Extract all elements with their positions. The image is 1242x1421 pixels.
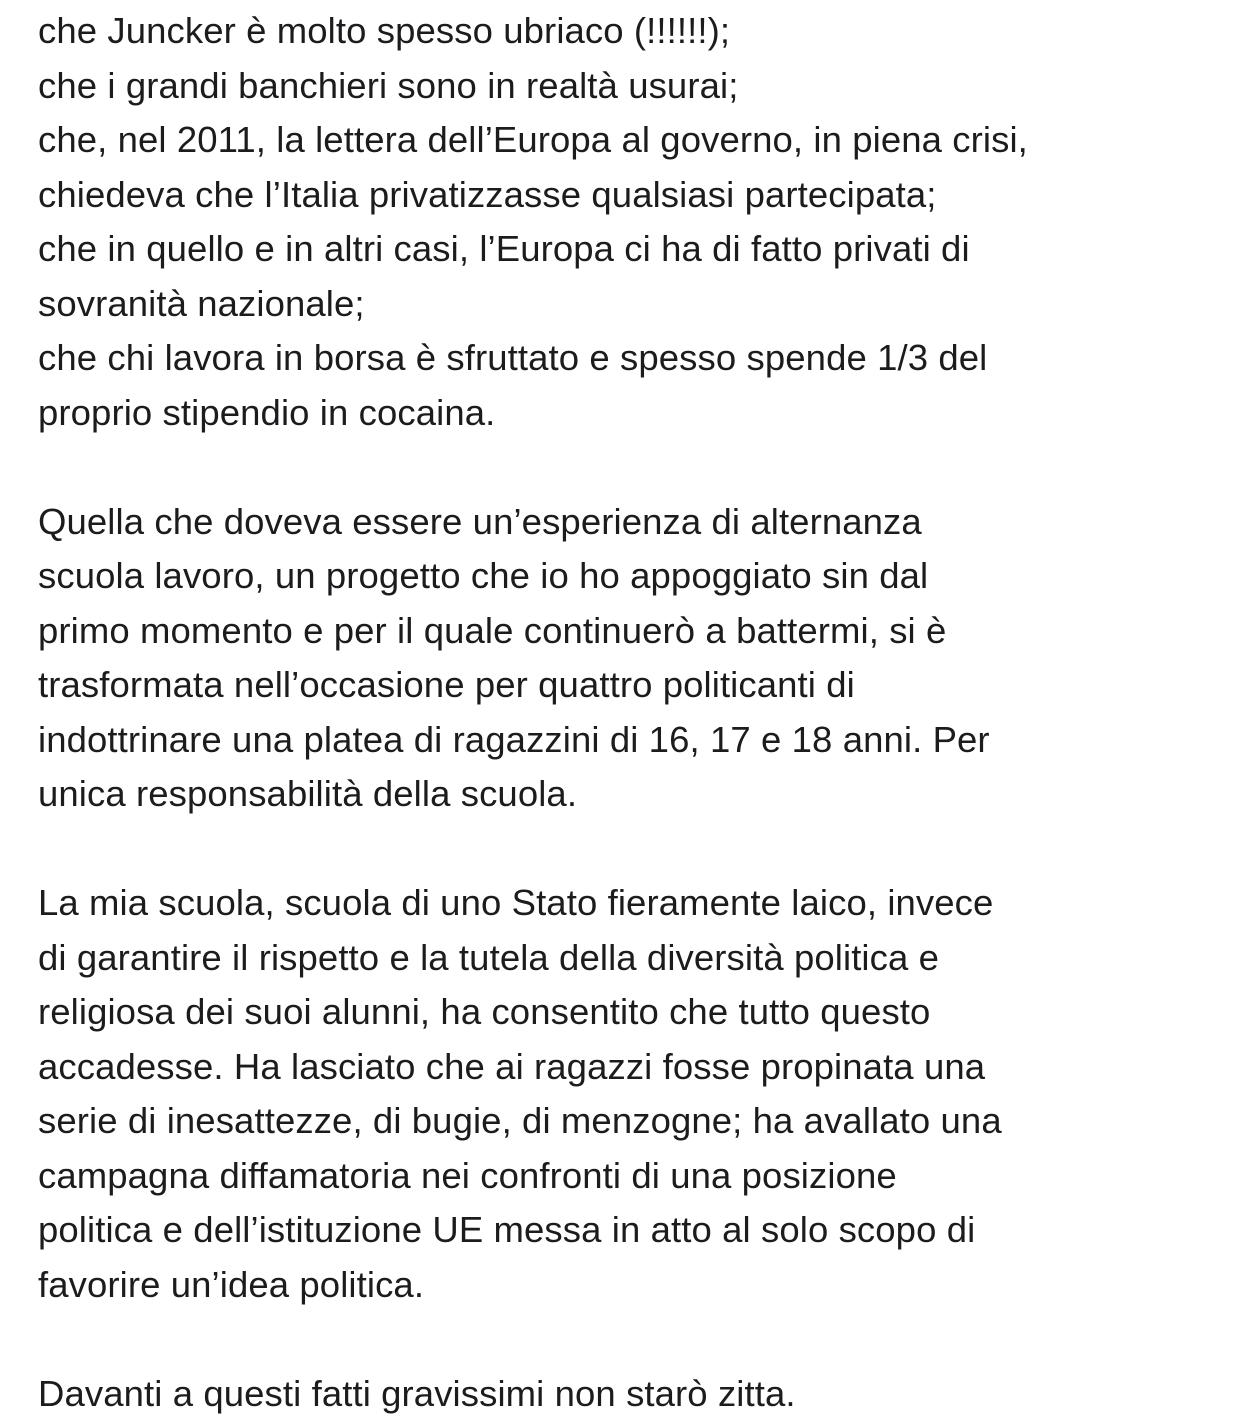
text-line: primo momento e per il quale continuerò a battermi, si è: [38, 609, 947, 651]
post-body-text: [38, 4, 1228, 1421]
paragraph-closing: [38, 1367, 1228, 1421]
text-line: che in quello e in altri casi, l’Europa ci ha di fatto privati di: [38, 228, 970, 269]
paragraph-school: [38, 876, 1228, 1312]
text-line: indottrinare una platea di ragazzini di 16, 17 e 18 anni. Per: [38, 718, 990, 760]
paragraph-spacer: [38, 822, 1228, 877]
text-line: favorire un’idea politica.: [38, 1263, 425, 1305]
text-line: politica e dell’istituzione UE messa in atto al solo scopo di: [38, 1209, 976, 1250]
text-line: che Juncker è molto spesso ubriaco (!!!!!!);: [38, 10, 731, 51]
text-line: proprio stipendio in cocaina.: [38, 391, 496, 433]
text-line: La mia scuola, scuola di uno Stato fieramente laico, invece: [38, 882, 994, 923]
text-line: che chi lavora in borsa è sfruttato e spesso spende 1/3 del: [38, 337, 988, 378]
paragraph-spacer: [38, 1312, 1228, 1367]
text-line: accadesse. Ha lasciato che ai ragazzi fosse propinata una: [38, 1045, 986, 1087]
text-line: campagna diffamatoria nei confronti di una posizione: [38, 1154, 897, 1196]
text-line: serie di inesattezze, di bugie, di menzogne; ha avallato una: [38, 1100, 1002, 1141]
text-line: trasformata nell’occasione per quattro politicanti di: [38, 664, 855, 705]
text-line: scuola lavoro, un progetto che io ho appoggiato sin dal: [38, 555, 929, 596]
text-line: di garantire il rispetto e la tutela della diversità politica e: [38, 936, 940, 978]
text-line: unica responsabilità della scuola.: [38, 773, 578, 814]
paragraph-claims-list: [38, 4, 1228, 440]
text-line: che i grandi banchieri sono in realtà usurai;: [38, 64, 739, 106]
text-line: chiedeva che l’Italia privatizzasse qualsiasi partecipata;: [38, 173, 937, 215]
text-line: Quella che doveva essere un’esperienza di alternanza: [38, 500, 922, 542]
text-line: che, nel 2011, la lettera dell’Europa al governo, in piena crisi,: [38, 119, 1028, 160]
paragraph-alternanza: [38, 495, 1228, 822]
text-line: sovranità nazionale;: [38, 282, 365, 324]
text-line: Davanti a questi fatti gravissimi non starò zitta.: [38, 1372, 796, 1414]
text-line: religiosa dei suoi alunni, ha consentito che tutto questo: [38, 991, 931, 1032]
paragraph-spacer: [38, 440, 1228, 495]
